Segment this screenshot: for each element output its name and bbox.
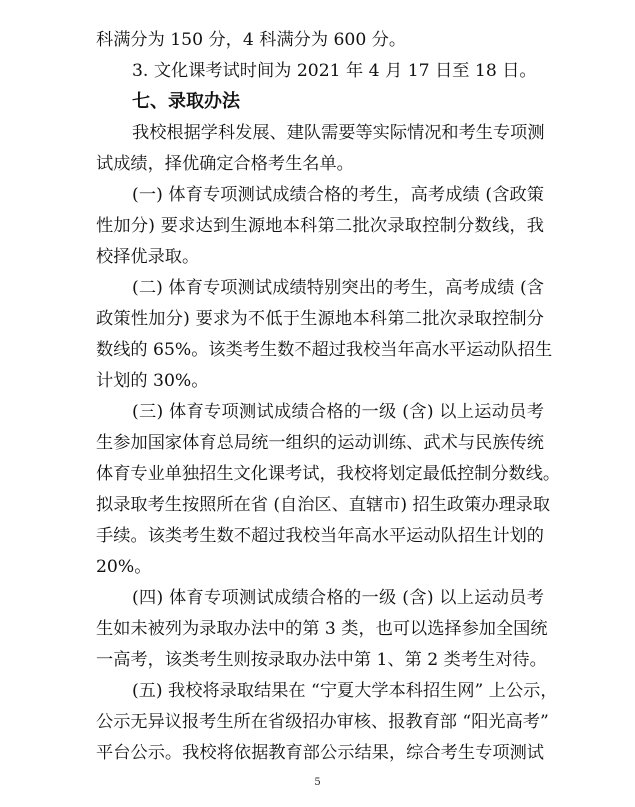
- item2-line-4: 计划的 30%。: [96, 371, 209, 391]
- item4-line-1: (四) 体育专项测试成绩合格的一级 (含) 以上运动员考: [132, 588, 544, 608]
- item4-line-3: 一高考，该类考生则按录取办法中第 1、第 2 类考生对待。: [96, 650, 547, 670]
- item3-line-4: 拟录取考生按照所在省 (自治区、直辖市) 招生政策办理录取: [96, 495, 551, 515]
- prev-line-1: 科满分为 150 分，4 科满分为 600 分。: [96, 30, 407, 50]
- item2-line-3: 数线的 65%。该类考生数不超过我校当年高水平运动队招生: [96, 340, 553, 360]
- page-number: 5: [314, 777, 321, 788]
- item2-line-2: 政策性加分) 要求为不低于生源地本科第二批次录取控制分: [96, 309, 544, 329]
- item5-line-3: 平台公示。我校将依据教育部公示结果，综合考生专项测试: [96, 743, 544, 763]
- item5-line-1: (五) 我校将录取结果在 “宁夏大学本科招生网” 上公示，: [132, 681, 558, 701]
- item1-line-1: (一) 体育专项测试成绩合格的考生，高考成绩 (含政策: [132, 185, 544, 205]
- item1-line-2: 性加分) 要求达到生源地本科第二批次录取控制分数线，我: [96, 216, 544, 236]
- item4-line-2: 生如未被列为录取办法中的第 3 类，也可以选择参加全国统: [96, 619, 548, 639]
- item3-line-5: 手续。该类考生数不超过我校当年高水平运动队招生计划的: [96, 526, 544, 546]
- item3-line-6: 20%。: [96, 557, 152, 577]
- intro-line-1: 我校根据学科发展、建队需要等实际情况和考生专项测: [132, 123, 545, 143]
- section-heading: 七、录取办法: [132, 91, 240, 112]
- item3-line-3: 体育专业单独招生文化课考试，我校将划定最低控制分数线。: [96, 464, 561, 484]
- prev-line-2: 3. 文化课考试时间为 2021 年 4 月 17 日至 18 日。: [132, 61, 537, 81]
- item3-line-2: 生参加国家体育总局统一组织的运动训练、武术与民族传统: [96, 433, 544, 453]
- intro-line-2: 试成绩，择优确定合格考生名单。: [96, 154, 354, 174]
- item2-line-1: (二) 体育专项测试成绩特别突出的考生，高考成绩 (含: [132, 278, 544, 298]
- item1-line-3: 校择优录取。: [96, 247, 200, 267]
- item5-line-2: 公示无异议报考生所在省级招办审核、报教育部 “阳光高考”: [96, 712, 549, 732]
- item3-line-1: (三) 体育专项测试成绩合格的一级 (含) 以上运动员考: [132, 402, 544, 422]
